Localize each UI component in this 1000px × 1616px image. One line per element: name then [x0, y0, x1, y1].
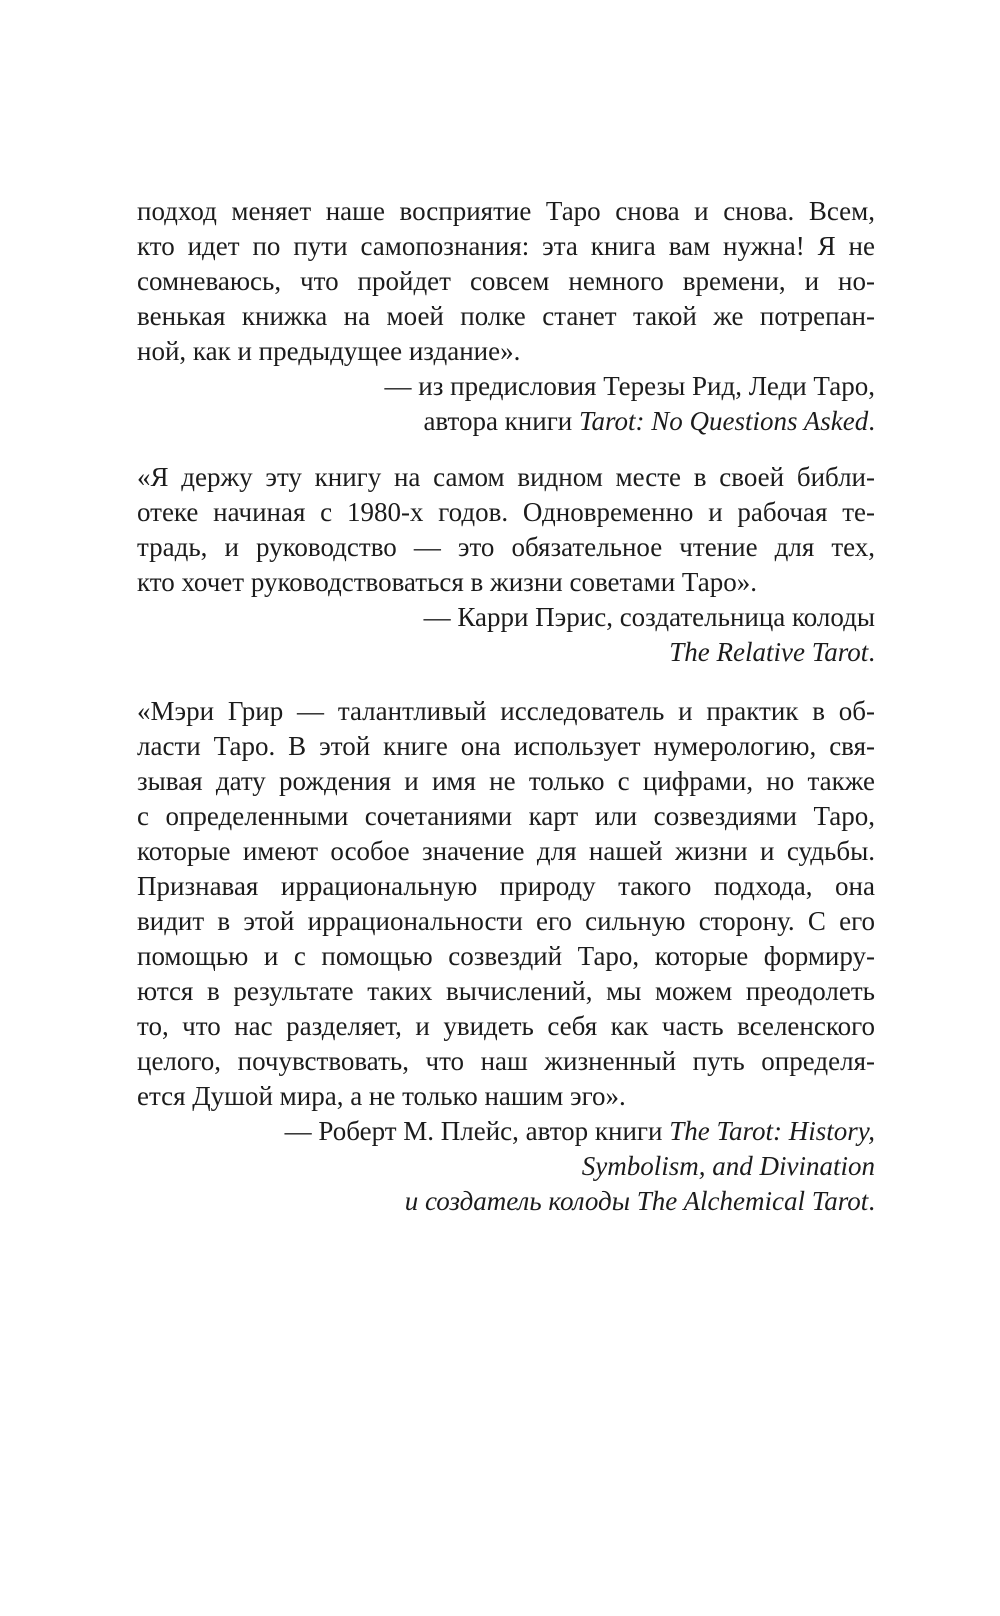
quote-3-line: ется Душой мира, а не только нашим эго».: [137, 1081, 626, 1111]
quote-3-line: целого, почувствовать, что наш жизненный путь определя-: [137, 1046, 875, 1076]
quote-2-line: традь, и руководство — это обязательное чтение для тех,: [137, 532, 875, 562]
quote-3-line: «Мэри Грир — талантливый исследователь и практик в об-: [137, 696, 875, 726]
quote-2: [137, 460, 875, 670]
quote-2-line: кто хочет руководствоваться в жизни советами Таро».: [137, 567, 757, 597]
book-title: Tarot: No Questions Asked: [578, 406, 869, 436]
quote-1: [137, 194, 875, 439]
quote-2-line: отеке начиная с 1980-х годов. Одновременно и рабочая те-: [137, 497, 875, 527]
quote-2-attribution-deck: [137, 635, 875, 670]
quote-3-attribution-deck: [137, 1184, 875, 1219]
quote-3-line: Признавая иррациональную природу такого подхода, она: [137, 871, 875, 901]
book-title: The Tarot: History,: [669, 1116, 875, 1146]
deck-title: и создатель колоды The Alchemical Tarot: [404, 1186, 869, 1216]
quote-3-line: помощью и с помощью созвездий Таро, которые формиру-: [137, 941, 875, 971]
quote-1-line: венькая книжка на моей полке станет такой же потрепан-: [137, 301, 875, 331]
attribution-punct: .: [868, 1186, 875, 1216]
quote-3-line: с определенными сочетаниями карт или созвездиями Таро,: [137, 801, 875, 831]
quote-3-attribution-book: [137, 1149, 875, 1184]
deck-title: The Relative Tarot: [669, 637, 869, 667]
quote-3-line: ласти Таро. В этой книге она использует нумерологию, свя-: [137, 731, 875, 761]
book-title-cont: Symbolism, and Divination: [581, 1151, 875, 1181]
quote-1-line: ной, как и предыдущее издание».: [137, 336, 521, 366]
quote-3-line: ются в результате таких вычислений, мы можем преодолеть: [137, 976, 875, 1006]
quote-2-line: «Я держу эту книгу на самом видном месте в своей библи-: [137, 462, 875, 492]
quote-1-line: кто идет по пути самопознания: эта книга вам нужна! Я не: [137, 231, 875, 261]
quote-3-attribution-author: [137, 1114, 875, 1149]
quote-3: [137, 694, 875, 1219]
quote-1-attribution-book: [137, 404, 875, 439]
quote-3-line: которые имеют особое значение для нашей жизни и судьбы.: [137, 836, 875, 866]
attribution-text: автора книги: [423, 406, 579, 436]
attribution-punct: .: [868, 637, 875, 667]
quote-2-attribution-author: — Карри Пэрис, создательница колоды: [423, 602, 875, 632]
attribution-punct: .: [868, 406, 875, 436]
quote-3-line: зывая дату рождения и имя не только с цифрами, но также: [137, 766, 875, 796]
quote-1-line: подход меняет наше восприятие Таро снова и снова. Всем,: [137, 196, 875, 226]
quote-3-line: то, что нас разделяет, и увидеть себя как часть вселенского: [137, 1011, 875, 1041]
attribution-text: — Роберт М. Плейс, автор книги: [284, 1116, 670, 1146]
quote-1-attribution-author: — из предисловия Терезы Рид, Леди Таро,: [384, 371, 875, 401]
quote-3-line: видит в этой иррациональности его сильную сторону. С его: [137, 906, 875, 936]
quote-1-line: сомневаюсь, что пройдет совсем немного времени, и но-: [137, 266, 875, 296]
